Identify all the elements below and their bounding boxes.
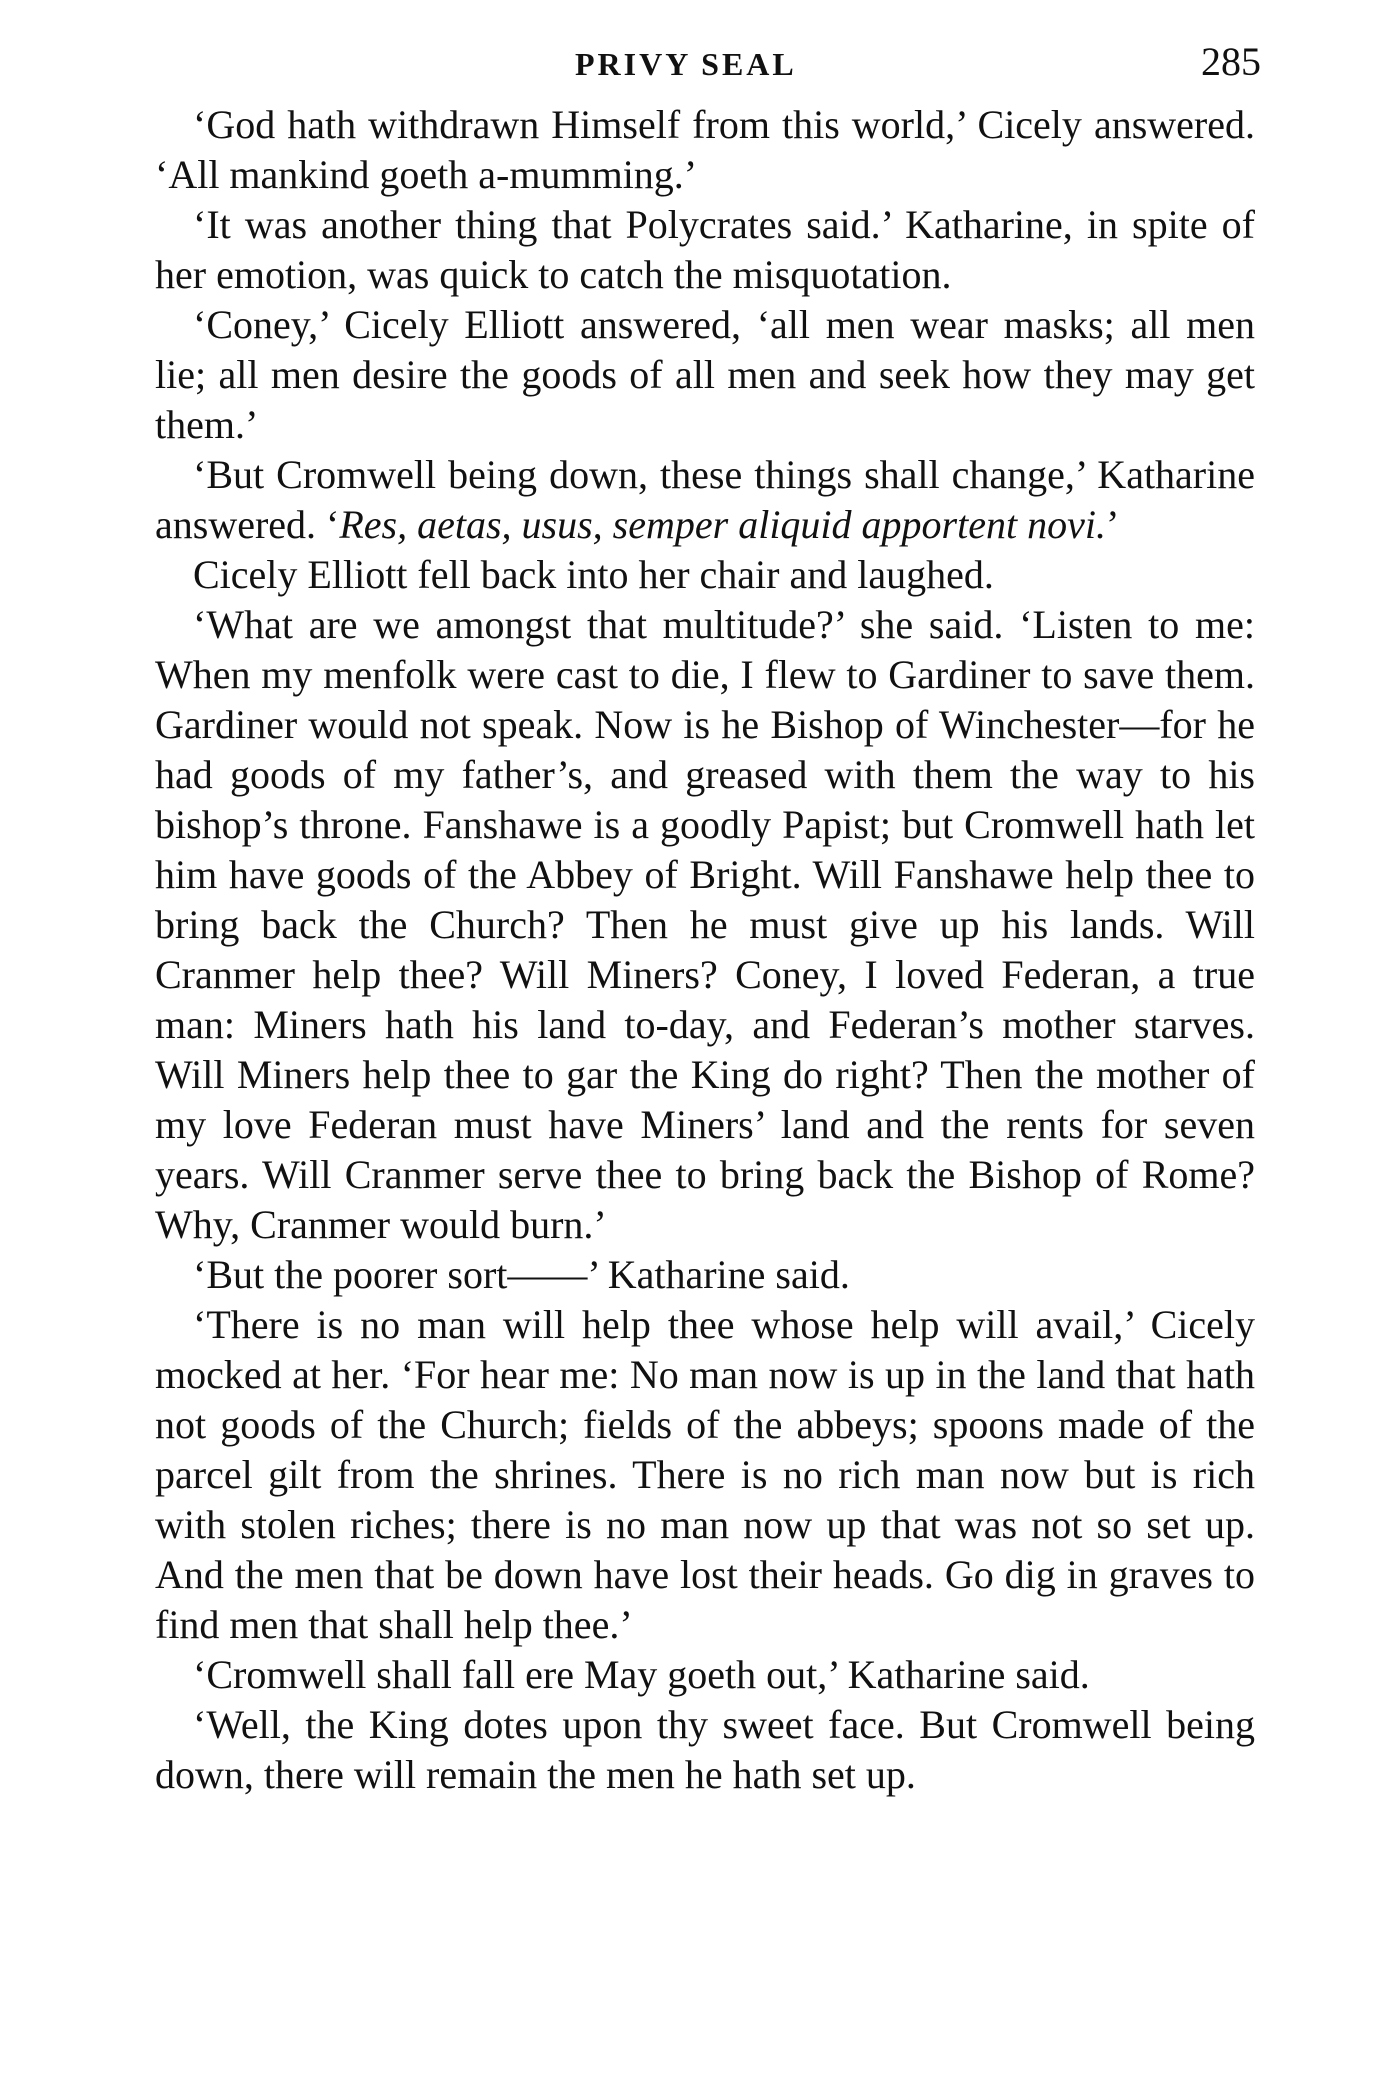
paragraph: ‘God hath withdrawn Himself from this world,’ Cicely answered. ‘All mankind goeth a-mumming.’ [155, 102, 1255, 197]
paragraph: ‘Coney,’ Cicely Elliott answered, ‘all men wear masks; all men lie; all men desire the goods of all men and seek how they may get them.’ [155, 302, 1255, 447]
paragraph: ‘There is no man will help thee whose help will avail,’ Cicely mocked at her. ‘For hear me: No man now is up in the land that hath not goods of the Church; fields of the abbeys; spoons made of the parcel gilt from the shrines. There is no rich man now but is rich with stolen riches; there is no man now up that was not so set up. And the men that be down have lost their heads. Go dig in graves to find men that shall help thee.’ [155, 1302, 1255, 1647]
paragraph: ‘Well, the King dotes upon thy sweet face. But Cromwell being down, there will remain the men he hath set up. [155, 1702, 1255, 1797]
running-head [155, 38, 1261, 90]
paragraph: ‘Cromwell shall fall ere May goeth out,’ Katharine said. [193, 1652, 1090, 1697]
paragraph: ‘It was another thing that Polycrates said.’ Katharine, in spite of her emotion, was quick to catch the misquotation. [155, 202, 1255, 297]
paragraph-text: ’ [1105, 502, 1120, 547]
paragraph: ‘But the poorer sort——’ Katharine said. [193, 1252, 850, 1297]
paragraph: ‘What are we amongst that multitude?’ she said. ‘Listen to me: When my menfolk were cast to die, I flew to Gardiner to save them. Gardiner would not speak. Now is he Bishop of Winchester—for he had goods of my father’s, and greased with them the way to his bishop’s throne. Fanshawe is a goodly Papist; but Cromwell hath let him have goods of the Abbey of Bright. Will Fanshawe help thee to bring back the Church? Then he must give up his lands. Will Cranmer help thee? Will Miners? Coney, I loved Federan, a true man: Miners hath his land to-day, and Federan’s mother starves. Will Miners help thee to gar the King do right? Then the mother of my love Federan must have Miners’ land and the rents for seven years. Will Cranmer serve thee to bring back the Bishop of Rome? Why, Cranmer would burn.’ [155, 602, 1255, 1247]
book-page [155, 38, 1261, 1800]
latin-quotation: Res, aetas, usus, semper aliquid apportent novi. [339, 502, 1106, 547]
paragraph-text: ‘But Cromwell being down, these things shall change,’ Katharine answered. ‘ [155, 452, 1255, 547]
body-text [155, 100, 1255, 1800]
page-number: 285 [1201, 39, 1261, 84]
running-title: PRIVY SEAL [575, 46, 797, 82]
paragraph: Cicely Elliott fell back into her chair and laughed. [193, 552, 994, 597]
paragraph [155, 450, 1255, 550]
